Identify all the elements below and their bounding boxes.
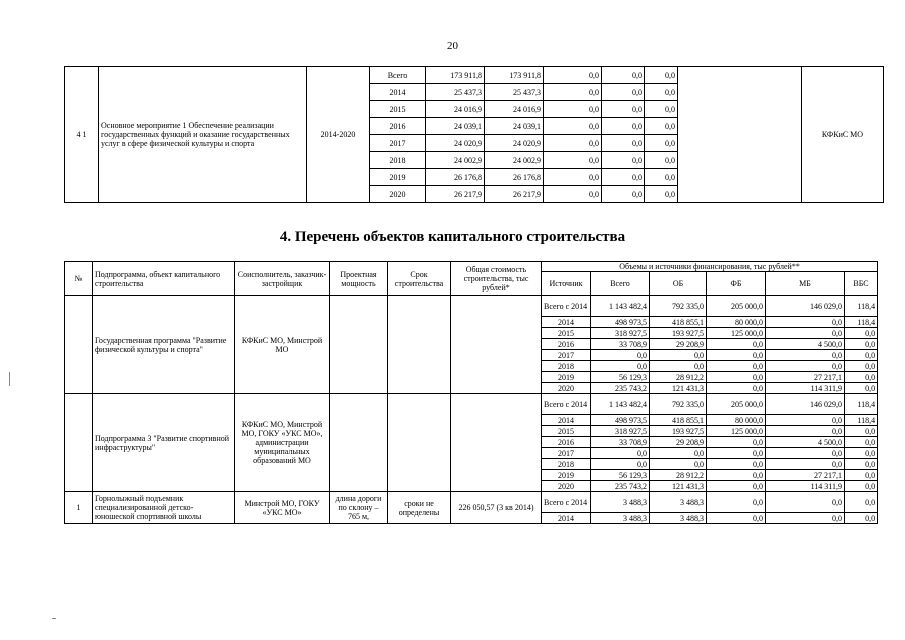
- total-cell: 235 743,2: [591, 383, 650, 394]
- total-cell: 0,0: [591, 448, 650, 459]
- fb-cell: 125 000,0: [707, 426, 766, 437]
- header-ob: ОБ: [650, 272, 707, 296]
- mb-cell: 0,0: [766, 328, 845, 339]
- group-capacity: длина дороги по склону – 765 м,: [330, 492, 388, 524]
- header-term: Срок строительства: [388, 262, 451, 296]
- fb-cell: 125 000,0: [707, 328, 766, 339]
- group-num: [65, 394, 93, 492]
- empty-cell: [678, 67, 802, 203]
- group-term: сроки не определены: [388, 492, 451, 524]
- vbs-cell: 118,4: [845, 394, 878, 415]
- ob-cell: 418 855,1: [650, 415, 707, 426]
- source-cell: 2018: [542, 361, 591, 372]
- header-coexecutor: Соисполнитель, заказчик-застройщик: [235, 262, 330, 296]
- mb-cell: 0,0: [602, 135, 645, 152]
- total-cell: 318 927,5: [591, 328, 650, 339]
- ob-cell: 418 855,1: [650, 317, 707, 328]
- fb-cell: 0,0: [707, 492, 766, 513]
- ob-cell: 26 217,9: [485, 186, 544, 203]
- mb-cell: 0,0: [766, 426, 845, 437]
- total-cell: 0,0: [591, 361, 650, 372]
- total-cell: 3 488,3: [591, 492, 650, 513]
- vbs-cell: 0,0: [645, 152, 678, 169]
- section-heading: 4. Перечень объектов капитального строительства: [279, 229, 626, 245]
- year-cell: 2019: [370, 169, 426, 186]
- fb-cell: 0,0: [707, 481, 766, 492]
- total-cell: 26 217,9: [426, 186, 485, 203]
- vbs-cell: 0,0: [845, 492, 878, 513]
- total-cell: 3 488,3: [591, 513, 650, 524]
- vbs-cell: 118,4: [845, 296, 878, 317]
- source-cell: 2018: [542, 459, 591, 470]
- mb-cell: 0,0: [766, 415, 845, 426]
- mb-cell: 114 311,9: [766, 383, 845, 394]
- group-cost: 226 050,57 (3 кв 2014): [451, 492, 542, 524]
- fb-cell: 0,0: [544, 101, 602, 118]
- table-row: [65, 67, 884, 84]
- vbs-cell: 0,0: [645, 84, 678, 101]
- fb-cell: 0,0: [707, 361, 766, 372]
- ob-cell: 121 431,3: [650, 383, 707, 394]
- ob-cell: 0,0: [650, 459, 707, 470]
- total-cell: 173 911,8: [426, 67, 485, 84]
- fb-cell: 0,0: [544, 67, 602, 84]
- group-cost: [451, 296, 542, 394]
- group-object: Подпрограмма 3 "Развитие спортивной инфраструктуры": [93, 394, 235, 492]
- fb-cell: 0,0: [544, 135, 602, 152]
- vbs-cell: 0,0: [645, 135, 678, 152]
- source-cell: 2017: [542, 448, 591, 459]
- fb-cell: 0,0: [707, 339, 766, 350]
- total-cell: 1 143 482,4: [591, 296, 650, 317]
- group-num: [65, 296, 93, 394]
- vbs-cell: 0,0: [845, 426, 878, 437]
- ob-cell: 193 927,5: [650, 328, 707, 339]
- ob-cell: 173 911,8: [485, 67, 544, 84]
- header-vbs: ВБС: [845, 272, 878, 296]
- main-table: [64, 261, 878, 524]
- ob-cell: 0,0: [650, 448, 707, 459]
- total-cell: 235 743,2: [591, 481, 650, 492]
- group-cost: [451, 394, 542, 492]
- group-coexecutor: КФКиС МО, Минстрой МО: [235, 296, 330, 394]
- total-cell: 1 143 482,4: [591, 394, 650, 415]
- mb-cell: 0,0: [766, 350, 845, 361]
- table-row: [65, 492, 878, 513]
- total-cell: 24 039,1: [426, 118, 485, 135]
- vbs-cell: 0,0: [845, 448, 878, 459]
- header-fb: ФБ: [707, 272, 766, 296]
- mb-cell: 0,0: [602, 67, 645, 84]
- header-object: Подпрограмма, объект капитального строительства: [93, 262, 235, 296]
- vbs-cell: 0,0: [845, 339, 878, 350]
- source-cell: 2016: [542, 339, 591, 350]
- group-capacity: [330, 394, 388, 492]
- mb-cell: 0,0: [602, 84, 645, 101]
- source-cell: Всего с 2014: [542, 394, 591, 415]
- ob-cell: 24 002,9: [485, 152, 544, 169]
- fb-cell: 0,0: [544, 84, 602, 101]
- measure-name: Основное мероприятие 1 Обеспечение реализации государственных функций и оказание государственных услуг в сфере физической культуры и спорта: [99, 67, 307, 203]
- ob-cell: 121 431,3: [650, 481, 707, 492]
- vbs-cell: 118,4: [845, 317, 878, 328]
- total-cell: 0,0: [591, 459, 650, 470]
- fb-cell: 0,0: [707, 372, 766, 383]
- year-cell: 2014: [370, 84, 426, 101]
- source-cell: 2014: [542, 317, 591, 328]
- total-cell: 56 129,3: [591, 470, 650, 481]
- mb-cell: 114 311,9: [766, 481, 845, 492]
- total-cell: 25 437,3: [426, 84, 485, 101]
- ob-cell: 28 912,2: [650, 372, 707, 383]
- header-capacity: Проектная мощность: [330, 262, 388, 296]
- executor: КФКиС МО: [802, 67, 884, 203]
- vbs-cell: 0,0: [845, 513, 878, 524]
- group-coexecutor: КФКиС МО, Минстрой МО, ГОКУ «УКС МО», администрации муниципальных образований МО: [235, 394, 330, 492]
- year-cell: 2016: [370, 118, 426, 135]
- source-cell: 2014: [542, 513, 591, 524]
- total-cell: 498 973,5: [591, 415, 650, 426]
- vbs-cell: 0,0: [645, 67, 678, 84]
- fb-cell: 0,0: [707, 513, 766, 524]
- total-cell: 33 708,9: [591, 339, 650, 350]
- fb-cell: 205 000,0: [707, 296, 766, 317]
- vbs-cell: 0,0: [645, 118, 678, 135]
- year-cell: 2015: [370, 101, 426, 118]
- source-cell: 2014: [542, 415, 591, 426]
- source-cell: 2016: [542, 437, 591, 448]
- total-cell: 498 973,5: [591, 317, 650, 328]
- source-cell: Всего с 2014: [542, 296, 591, 317]
- ob-cell: 792 335,0: [650, 296, 707, 317]
- total-cell: 24 020,9: [426, 135, 485, 152]
- group-object: Государственная программа "Развитие физической культуры и спорта": [93, 296, 235, 394]
- source-cell: 2019: [542, 372, 591, 383]
- group-capacity: [330, 296, 388, 394]
- fb-cell: 80 000,0: [707, 317, 766, 328]
- ob-cell: 24 020,9: [485, 135, 544, 152]
- period: 2014-2020: [307, 67, 370, 203]
- vbs-cell: 0,0: [845, 361, 878, 372]
- mb-cell: 0,0: [602, 152, 645, 169]
- fb-cell: 0,0: [544, 152, 602, 169]
- scan-mark: [9, 372, 10, 386]
- source-cell: 2020: [542, 383, 591, 394]
- scan-mark: [52, 618, 56, 619]
- vbs-cell: 0,0: [645, 169, 678, 186]
- page-number: 20: [447, 40, 458, 52]
- mb-cell: 0,0: [766, 448, 845, 459]
- source-cell: 2019: [542, 470, 591, 481]
- vbs-cell: 0,0: [845, 328, 878, 339]
- mb-cell: 0,0: [602, 118, 645, 135]
- total-cell: 24 016,9: [426, 101, 485, 118]
- source-cell: Всего с 2014: [542, 492, 591, 513]
- ob-cell: 792 335,0: [650, 394, 707, 415]
- header-source: Источник: [542, 272, 591, 296]
- vbs-cell: 0,0: [845, 481, 878, 492]
- source-cell: 2017: [542, 350, 591, 361]
- vbs-cell: 0,0: [845, 372, 878, 383]
- total-cell: 0,0: [591, 350, 650, 361]
- total-cell: 33 708,9: [591, 437, 650, 448]
- source-cell: 2020: [542, 481, 591, 492]
- year-cell: 2020: [370, 186, 426, 203]
- ob-cell: 3 488,3: [650, 492, 707, 513]
- table-row: [65, 296, 878, 317]
- vbs-cell: 0,0: [645, 101, 678, 118]
- table-row: [65, 394, 878, 415]
- fb-cell: 205 000,0: [707, 394, 766, 415]
- year-cell: Всего: [370, 67, 426, 84]
- ob-cell: 25 437,3: [485, 84, 544, 101]
- ob-cell: 29 208,9: [650, 339, 707, 350]
- fb-cell: 0,0: [707, 459, 766, 470]
- fb-cell: 0,0: [707, 350, 766, 361]
- year-cell: 2018: [370, 152, 426, 169]
- top-table: [64, 66, 884, 203]
- vbs-cell: 0,0: [645, 186, 678, 203]
- mb-cell: 0,0: [602, 169, 645, 186]
- group-coexecutor: Минстрой МО, ГОКУ «УКС МО»: [235, 492, 330, 524]
- fb-cell: 80 000,0: [707, 415, 766, 426]
- group-object: Горнолыжный подъемник специализированной детско-юношеской спортивной школы: [93, 492, 235, 524]
- source-cell: 2015: [542, 328, 591, 339]
- header-financing: Объемы и источники финансирования, тыс рублей**: [542, 262, 878, 272]
- vbs-cell: 118,4: [845, 415, 878, 426]
- ob-cell: 0,0: [650, 361, 707, 372]
- fb-cell: 0,0: [544, 118, 602, 135]
- ob-cell: 193 927,5: [650, 426, 707, 437]
- group-num: 1: [65, 492, 93, 524]
- ob-cell: 26 176,8: [485, 169, 544, 186]
- ob-cell: 24 016,9: [485, 101, 544, 118]
- total-cell: 56 129,3: [591, 372, 650, 383]
- mb-cell: 0,0: [766, 317, 845, 328]
- ob-cell: 28 912,2: [650, 470, 707, 481]
- mb-cell: 0,0: [602, 186, 645, 203]
- mb-cell: 146 029,0: [766, 394, 845, 415]
- vbs-cell: 0,0: [845, 459, 878, 470]
- total-cell: 24 002,9: [426, 152, 485, 169]
- total-cell: 318 927,5: [591, 426, 650, 437]
- mb-cell: 146 029,0: [766, 296, 845, 317]
- group-term: [388, 296, 451, 394]
- vbs-cell: 0,0: [845, 350, 878, 361]
- mb-cell: 0,0: [602, 101, 645, 118]
- group-term: [388, 394, 451, 492]
- fb-cell: 0,0: [707, 383, 766, 394]
- header-total: Всего: [591, 272, 650, 296]
- header-cost: Общая стоимость строительства, тыс рублей*: [451, 262, 542, 296]
- ob-cell: 3 488,3: [650, 513, 707, 524]
- year-cell: 2017: [370, 135, 426, 152]
- fb-cell: 0,0: [707, 470, 766, 481]
- row-number: 4 1: [65, 67, 99, 203]
- vbs-cell: 0,0: [845, 470, 878, 481]
- ob-cell: 24 039,1: [485, 118, 544, 135]
- mb-cell: 0,0: [766, 492, 845, 513]
- ob-cell: 0,0: [650, 350, 707, 361]
- source-cell: 2015: [542, 426, 591, 437]
- header-mb: МБ: [766, 272, 845, 296]
- fb-cell: 0,0: [707, 448, 766, 459]
- fb-cell: 0,0: [544, 186, 602, 203]
- vbs-cell: 0,0: [845, 437, 878, 448]
- header-num: №: [65, 262, 93, 296]
- mb-cell: 4 500,0: [766, 437, 845, 448]
- ob-cell: 29 208,9: [650, 437, 707, 448]
- mb-cell: 0,0: [766, 513, 845, 524]
- mb-cell: 27 217,1: [766, 372, 845, 383]
- total-cell: 26 176,8: [426, 169, 485, 186]
- fb-cell: 0,0: [544, 169, 602, 186]
- mb-cell: 4 500,0: [766, 339, 845, 350]
- mb-cell: 0,0: [766, 459, 845, 470]
- vbs-cell: 0,0: [845, 383, 878, 394]
- fb-cell: 0,0: [707, 437, 766, 448]
- mb-cell: 27 217,1: [766, 470, 845, 481]
- mb-cell: 0,0: [766, 361, 845, 372]
